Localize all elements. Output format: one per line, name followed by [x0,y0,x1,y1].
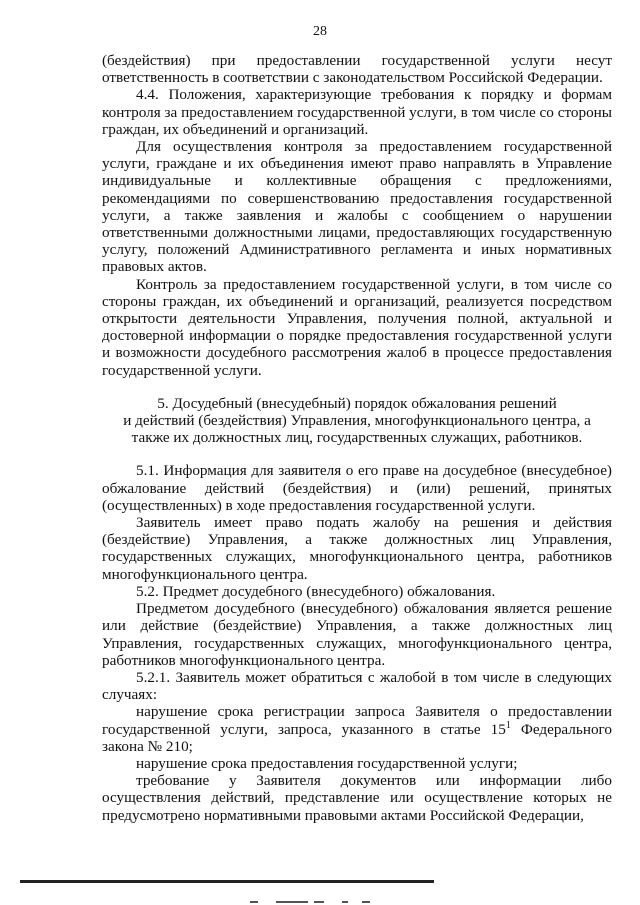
case-1-superscript: 1 [505,719,511,731]
section-5-heading-line3: также их должностных лиц, государственных служащих, работников. [131,429,583,447]
page-number: 28 [313,24,327,39]
list-item-case-2: нарушение срока предоставления государственной услуги; [136,754,518,772]
paragraph-5-2: 5.2. Предмет досудебного (внесудебного) обжалования. [136,582,496,600]
list-item-case-3: требование у Заявителя документов или информации либо осуществления действий, представление или осуществление которых не предусмотрено нормативными правовыми актами Российской Федерации, [102,772,612,824]
scan-artifact [250,899,390,905]
paragraph-4-4: 4.4. Положения, характеризующие требования к порядку и формам контроля за предоставлением государственной услуги, в том числе со стороны граждан, их объединений и организаций. [102,86,612,138]
section-5-heading-line2: и действий (бездействия) Управления, многофункционального центра, а [123,412,591,430]
paragraph-5-2-1: 5.2.1. Заявитель может обратиться с жалобой в том числе в следующих случаях: [102,668,612,704]
paragraph-complaint-right: Заявитель имеет право подать жалобу на решения и действия (бездействие) Управления, а также должностных лиц Управления, государственных служащих, многофункционального центра, работников многофункционального центра. [102,514,612,583]
paragraph-5-1: 5.1. Информация для заявителя о его праве на досудебное (внесудебное) обжалование действий (бездействия) и (или) решений, принятых (осуществленных) в ходе предоставления государственной услуги. [102,462,612,514]
paragraph-liability: (бездействия) при предоставлении государственной услуги несут ответственность в соответствии с законодательством Российской Федерации. [102,52,612,87]
spacer [102,446,612,462]
paragraph-control-rights: Для осуществления контроля за предоставлением государственной услуги, граждане и их объединения имеют право направлять в Управление индивидуальные и коллективные обращения с предложениями, рекомендациями по совершенствованию предоставления государственной услуги, а также заявления и жалобы с сообщением о нарушении ответственными должностными лицами, предоставляющих государственную услугу, положений Административного регламента и иных нормативных правовых актов. [102,138,612,276]
paragraph-control-implementation: Контроль за предоставлением государственной услуги, в том числе со стороны граждан, их объединений и организаций, реализуется посредством открытости деятельности Управления, получения полной, актуальной и достоверной информации о порядке предоставления государственной услуги и возможности досудебного рассмотрения жалоб в процессе предоставления государственной услуги. [102,275,612,379]
paragraph-subject: Предметом досудебного (внесудебного) обжалования является решение или действие (бездействие) Управления, а также должностных лиц Управления, государственных служащих, многофункционального центра, работников многофункционального центра. [102,600,612,669]
spacer [102,379,612,395]
footer-rule [20,880,434,883]
section-5-heading-line1: 5. Досудебный (внесудебный) порядок обжалования решений [157,394,557,412]
case-1-text-end: Федерального закона № 210; [102,720,612,755]
case-1-text: нарушение срока регистрации запроса Заявителя о предоставлении государственной услуги, запроса, указанного в статье 15 [102,703,612,738]
document-body [102,52,612,824]
list-item-case-1 [102,703,612,755]
